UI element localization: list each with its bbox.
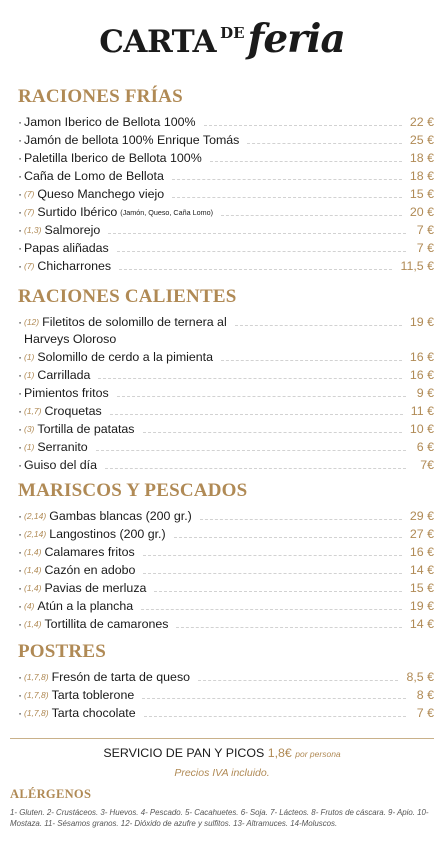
item-name: Cazón en adobo — [44, 563, 136, 577]
item-price: 25 € — [409, 133, 434, 147]
item-name: Tarta toblerone — [51, 688, 135, 702]
bullet-marker: · — [18, 706, 23, 720]
bullet-marker: · — [18, 223, 23, 237]
item-price: 27 € — [409, 527, 434, 541]
menu-item — [18, 384, 434, 401]
menu-item — [18, 579, 434, 596]
menu-item — [18, 113, 434, 130]
item-name: Pavias de merluza — [44, 581, 147, 595]
menu-item — [18, 366, 434, 383]
item-price: 11,5 € — [400, 259, 434, 273]
service-per-person: por persona — [295, 749, 341, 759]
menu-item — [18, 615, 434, 632]
section-title: MARISCOS Y PESCADOS — [18, 480, 248, 501]
item-price: 16 € — [409, 350, 434, 364]
bullet-marker: · — [18, 509, 23, 523]
item-name: Atún a la plancha — [37, 599, 134, 613]
allergen-codes: (1,4) — [24, 565, 42, 575]
menu-item — [18, 221, 434, 238]
item-price: 8,5 € — [406, 670, 434, 684]
item-name: Solomillo de cerdo a la pimienta — [37, 350, 214, 364]
item-name: Calamares fritos — [44, 545, 135, 559]
menu-item — [18, 438, 434, 455]
allergen-codes: (1) — [24, 442, 35, 452]
item-name: Langostinos (200 gr.) — [49, 527, 166, 541]
item-name: Jamón de bellota 100% Enrique Tomás — [24, 133, 240, 147]
item-name: Chicharrones — [37, 259, 112, 273]
bullet-marker: · — [18, 187, 23, 201]
dotted-leader — [144, 715, 406, 717]
dotted-leader — [221, 214, 402, 216]
bullet-marker: · — [18, 545, 23, 559]
item-price: 18 € — [409, 151, 434, 165]
bullet-marker: · — [18, 599, 23, 613]
menu-item — [18, 686, 434, 703]
allergen-codes: (12) — [24, 317, 40, 327]
allergen-codes: (1,4) — [24, 619, 42, 629]
bullet-marker: · — [18, 440, 23, 454]
menu-item — [18, 167, 434, 184]
dotted-leader — [110, 413, 403, 415]
service-label: SERVICIO DE PAN Y PICOS — [103, 746, 265, 760]
bullet-marker: · — [18, 350, 23, 364]
item-name: Filetitos de solomillo de ternera al — [42, 315, 227, 329]
item-name: Caña de Lomo de Bellota — [24, 169, 164, 183]
item-price: 19 € — [409, 315, 434, 329]
dotted-leader — [98, 377, 401, 379]
item-price: 14 € — [409, 563, 434, 577]
dotted-leader — [143, 554, 402, 556]
bullet-marker: · — [18, 404, 23, 418]
item-name: Paletilla Iberico de Bellota 100% — [24, 151, 202, 165]
item-price: 16 € — [409, 368, 434, 382]
item-price: 7€ — [420, 458, 434, 472]
menu-item — [18, 668, 434, 685]
dotted-leader — [221, 359, 402, 361]
item-name: Papas aliñadas — [24, 241, 109, 255]
dotted-leader — [176, 626, 401, 628]
item-name: Serranito — [37, 440, 88, 454]
item-name: Salmorejo — [44, 223, 101, 237]
menu-item — [18, 257, 434, 274]
menu-item — [18, 543, 434, 560]
allergen-codes: (1,3) — [24, 225, 42, 235]
allergen-codes: (1) — [24, 370, 35, 380]
dotted-leader — [204, 124, 402, 126]
bullet-marker: · — [18, 458, 23, 472]
item-price: 15 € — [409, 187, 434, 201]
item-name: Queso Manchego viejo — [37, 187, 165, 201]
menu-item — [18, 348, 434, 365]
dotted-leader — [143, 572, 401, 574]
bullet-marker: · — [18, 670, 23, 684]
dotted-leader — [154, 590, 401, 592]
menu-item — [18, 456, 434, 473]
item-price: 11 € — [410, 404, 434, 418]
menu-item — [18, 149, 434, 166]
item-price: 15 € — [409, 581, 434, 595]
menu-item — [18, 131, 434, 148]
menu-item — [18, 525, 434, 542]
allergen-codes: (7) — [24, 189, 35, 199]
dotted-leader — [105, 467, 406, 469]
bullet-marker: · — [18, 688, 23, 702]
bullet-marker: · — [18, 617, 23, 631]
allergens-legend: 1- Gluten. 2- Crustáceos. 3- Huevos. 4- Pescado. 5- Cacahuetes. 6- Soja. 7- Lácteos. 8- Frutos de cáscara. 9- Apio. 10- Mostaza. 11- Sésamos granos. 12- Dióxido de azufre y sulfitos. 13- Altramuces. 14-Moluscos. — [10, 808, 429, 828]
allergen-codes: (2,14) — [24, 529, 47, 539]
section-title: POSTRES — [18, 641, 106, 662]
dotted-leader — [174, 536, 402, 538]
item-price: 18 € — [409, 169, 434, 183]
dotted-leader — [119, 268, 392, 270]
menu-item — [18, 704, 434, 721]
allergen-codes: (2,14) — [24, 511, 47, 521]
menu-item — [18, 203, 434, 220]
allergens-title: ALÉRGENOS — [10, 787, 92, 801]
item-name: Pimientos fritos — [24, 386, 109, 400]
bullet-marker: · — [18, 205, 23, 219]
dotted-leader — [172, 196, 402, 198]
item-note: (Jamón, Queso, Caña Lomo) — [120, 208, 213, 217]
item-name: Guiso del día — [24, 458, 98, 472]
item-name: Tarta chocolate — [51, 706, 136, 720]
item-price: 9 € — [416, 386, 434, 400]
item-price: 7 € — [416, 706, 434, 720]
dotted-leader — [235, 324, 402, 326]
allergen-codes: (1,4) — [24, 547, 42, 557]
allergen-codes: (7) — [24, 207, 35, 217]
bullet-marker: · — [18, 581, 23, 595]
item-price: 20 € — [409, 205, 434, 219]
item-price: 22 € — [409, 115, 434, 129]
bullet-marker: · — [18, 422, 23, 436]
section-title: RACIONES FRÍAS — [18, 86, 183, 107]
allergen-codes: (1,7) — [24, 406, 42, 416]
service-price: 1,8€ — [267, 746, 292, 760]
dotted-leader — [142, 697, 406, 699]
dotted-leader — [117, 395, 406, 397]
divider — [10, 738, 434, 739]
bullet-marker: · — [18, 115, 23, 129]
bread-service — [0, 746, 444, 760]
allergen-codes: (1,7,8) — [24, 690, 49, 700]
bullet-marker: · — [18, 368, 23, 382]
dotted-leader — [172, 178, 402, 180]
header-word-de: DE — [220, 24, 245, 42]
bullet-marker: · — [18, 241, 23, 255]
dotted-leader — [198, 679, 398, 681]
item-price: 14 € — [409, 617, 434, 631]
dotted-leader — [247, 142, 402, 144]
allergen-codes: (1,7,8) — [24, 708, 49, 718]
dotted-leader — [117, 250, 406, 252]
header-word-feria: feria — [247, 16, 345, 62]
item-price: 7 € — [416, 223, 434, 237]
bullet-marker: · — [18, 151, 23, 165]
menu-item — [18, 561, 434, 578]
allergen-codes: (7) — [24, 261, 35, 271]
dotted-leader — [210, 160, 402, 162]
bullet-marker: · — [18, 259, 23, 273]
item-name: Gambas blancas (200 gr.) — [49, 509, 192, 523]
dotted-leader — [143, 431, 402, 433]
bullet-marker: · — [18, 386, 23, 400]
dotted-leader — [200, 518, 402, 520]
bullet-marker: · — [18, 527, 23, 541]
item-price: 19 € — [409, 599, 434, 613]
item-name: Fresón de tarta de queso — [51, 670, 191, 684]
item-price: 16 € — [409, 545, 434, 559]
item-price: 7 € — [416, 241, 434, 255]
menu-item — [18, 597, 434, 614]
iva-note: Precios IVA incluido. — [174, 767, 270, 779]
menu-header — [0, 16, 444, 62]
menu-item — [18, 420, 434, 437]
bullet-marker: · — [18, 169, 23, 183]
item-name: Tortillita de camarones — [44, 617, 169, 631]
item-price: 29 € — [409, 509, 434, 523]
item-name: Croquetas — [44, 404, 102, 418]
menu-item — [18, 402, 434, 419]
menu-item — [18, 239, 434, 256]
dotted-leader — [108, 232, 406, 234]
item-name: Tortilla de patatas — [37, 422, 135, 436]
allergen-codes: (1) — [24, 352, 35, 362]
menu-item — [18, 313, 434, 330]
item-price: 8 € — [416, 688, 434, 702]
allergen-codes: (4) — [24, 601, 35, 611]
allergen-codes: (3) — [24, 424, 35, 434]
item-price: 10 € — [409, 422, 434, 436]
header-word-carta: CARTA — [99, 24, 217, 60]
item-name: Carrillada — [37, 368, 91, 382]
item-name: Surtido Ibérico — [37, 205, 118, 219]
item-name-continued: Harveys Oloroso — [24, 332, 117, 346]
item-name: Jamon Iberico de Bellota 100% — [24, 115, 196, 129]
bullet-marker: · — [18, 315, 23, 329]
bullet-marker: · — [18, 563, 23, 577]
allergen-codes: (1,4) — [24, 583, 42, 593]
dotted-leader — [96, 449, 406, 451]
section-title: RACIONES CALIENTES — [18, 286, 237, 307]
menu-item — [18, 507, 434, 524]
item-price: 6 € — [416, 440, 434, 454]
menu-item — [18, 185, 434, 202]
dotted-leader — [141, 608, 402, 610]
allergen-codes: (1,7,8) — [24, 672, 49, 682]
bullet-marker: · — [18, 133, 23, 147]
